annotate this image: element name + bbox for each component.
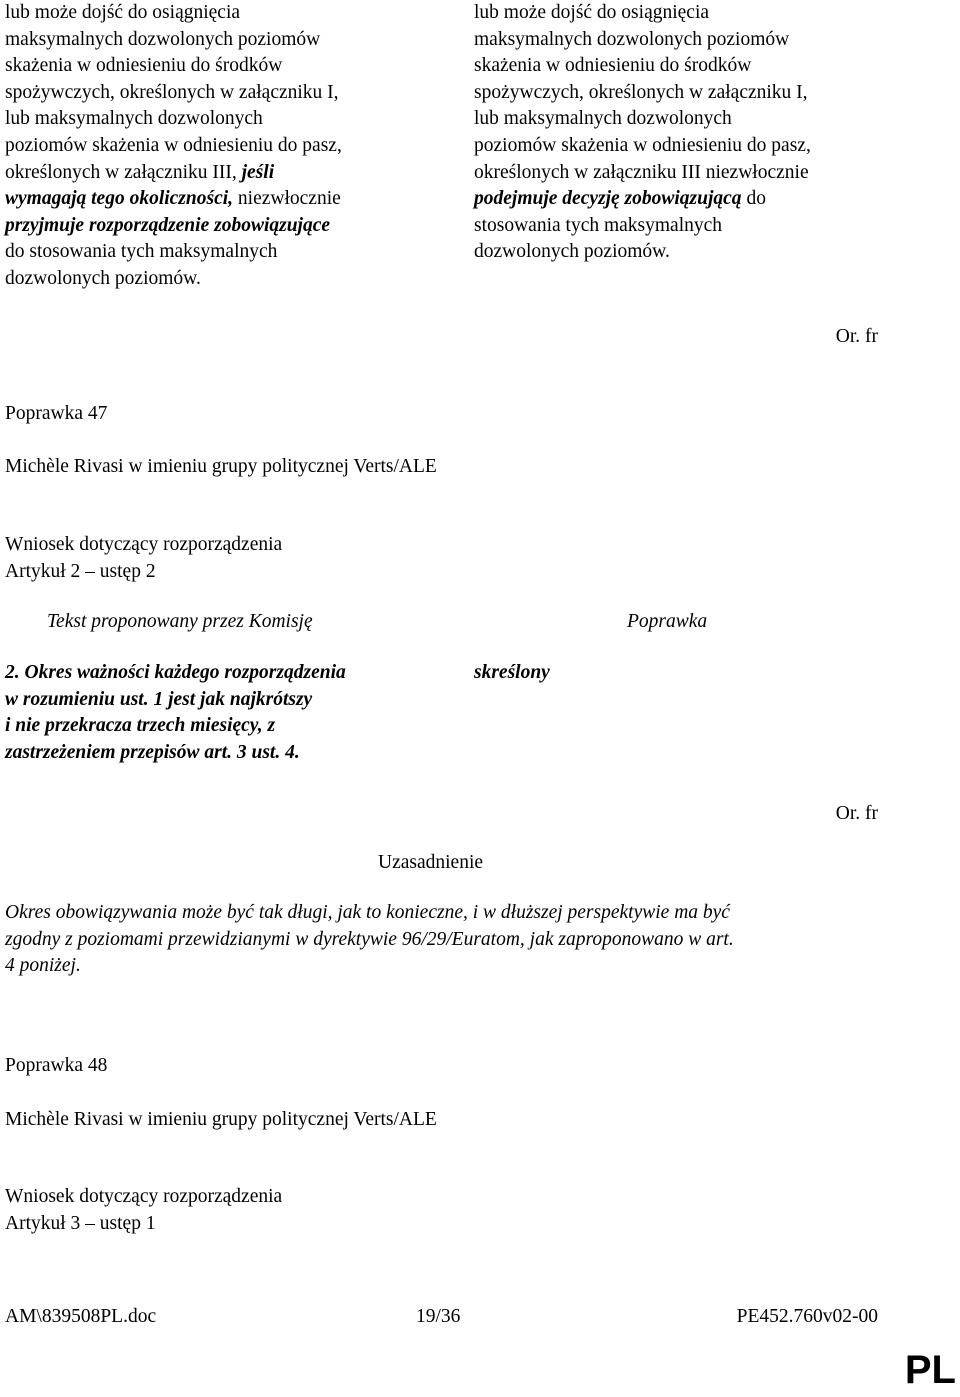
emphasis-text: jeśli (241, 161, 275, 183)
text-line: poziomów skażenia w odniesieniu do pasz, (5, 134, 342, 156)
text-line: lub maksymalnych dozwolonych (5, 108, 263, 130)
text-line: określonych w załączniku III niezwłocznie (474, 161, 809, 183)
text-span: do (741, 188, 766, 210)
article-reference: Artykuł 2 – ustęp 2 (5, 561, 156, 582)
text-line (474, 186, 914, 213)
text-line: maksymalnych dozwolonych poziomów (474, 28, 790, 50)
text-line: Okres obowiązywania może być tak długi, jak to konieczne, i w dłuższej perspektywie ma być (5, 902, 730, 923)
proposal-title: Wniosek dotyczący rozporządzenia (5, 1186, 283, 1207)
text-line: zgodny z poziomami przewidzianymi w dyrektywie 96/29/Euratom, jak zaproponowano w art. (5, 928, 734, 950)
text-line: dozwolonych poziomów. (474, 241, 670, 263)
text-line: w rozumieniu ust. 1 jest jak najkrótszy (5, 688, 313, 710)
text-line: stosowania tych maksymalnych (474, 214, 723, 236)
text-span: niezwłocznie (233, 188, 341, 210)
text-span: określonych w załączniku III, (5, 161, 242, 183)
text-line: lub może dojść do osiągnięcia (5, 2, 241, 23)
text-line: lub maksymalnych dozwolonych (474, 108, 732, 130)
text-line: poziomów skażenia w odniesieniu do pasz, (474, 134, 811, 156)
amendment-heading: Poprawka 47 (5, 403, 108, 424)
amendment-author: Michèle Rivasi w imieniu grupy politycznej Verts/ALE (5, 1109, 437, 1130)
article-reference: Artykuł 3 – ustęp 1 (5, 1213, 156, 1234)
justification-text (5, 900, 925, 980)
footer-reference: PE452.760v02-00 (736, 1306, 878, 1327)
text-line: 4 poniżej. (5, 955, 81, 977)
text-line: lub może dojść do osiągnięcia (474, 2, 710, 23)
text-line: zastrzeżeniem przepisów art. 3 ust. 4. (5, 741, 300, 763)
text-line: skażenia w odniesieniu do środków (5, 55, 283, 77)
amendment-text: skreślony (474, 662, 550, 683)
justification-title: Uzasadnienie (378, 852, 484, 873)
text-line: do stosowania tych maksymalnych (5, 241, 278, 263)
column-header-amendment: Poprawka (627, 611, 708, 632)
original-language-note: Or. fr (835, 326, 878, 347)
footer-page-number: 19/36 (416, 1306, 461, 1327)
text-line (5, 160, 445, 187)
amendment-author: Michèle Rivasi w imieniu grupy politycznej Verts/ALE (5, 456, 437, 477)
emphasis-line: przyjmuje rozporządzenie zobowiązujące (5, 214, 331, 236)
text-line (5, 186, 445, 213)
original-language-note: Or. fr (835, 803, 878, 824)
text-line: spożywczych, określonych w załączniku I, (5, 81, 339, 103)
text-line: maksymalnych dozwolonych poziomów (5, 28, 321, 50)
right-column-continuation (474, 0, 914, 266)
footer-document-id: AM\839508PL.doc (5, 1306, 157, 1327)
column-header-commission: Tekst proponowany przez Komisję (47, 611, 313, 632)
text-line: i nie przekracza trzech miesięcy, z (5, 715, 276, 737)
emphasis-text: wymagają tego okoliczności, (5, 188, 234, 210)
amendment-heading: Poprawka 48 (5, 1055, 108, 1076)
proposal-title: Wniosek dotyczący rozporządzenia (5, 534, 283, 555)
footer-language-code: PL (904, 1348, 956, 1392)
text-line: spożywczych, określonych w załączniku I, (474, 81, 808, 103)
left-column-continuation (5, 0, 445, 293)
text-line: skażenia w odniesieniu do środków (474, 55, 752, 77)
text-line: dozwolonych poziomów. (5, 267, 201, 289)
text-line: 2. Okres ważności każdego rozporządzenia (5, 662, 346, 683)
emphasis-text: podejmuje decyzję zobowiązującą (474, 188, 742, 210)
commission-text (5, 660, 445, 766)
